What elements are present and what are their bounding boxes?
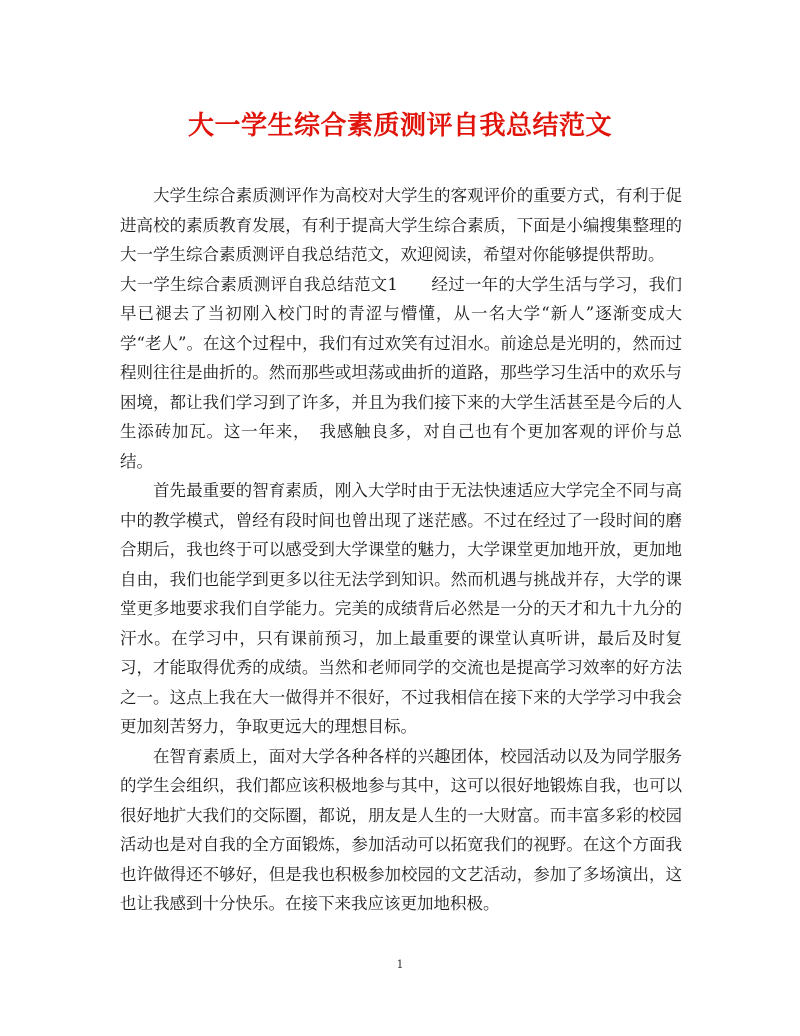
paragraph-sample-1: 大一学生综合素质测评自我总结范文1 经过一年的大学生活与学习，我们早已褪去了当初刚入校门时的青涩与懵懂，从一名大学“新人”逐渐变成大学“老人”。在这个过程中，我们有过欢笑有过泪水。前途总是光明的，然而过程则往往是曲折的。然而那些或坦荡或曲折的道路，那些学习生活中的欢乐与困境，都让我们学习到了许多，并且为我们接下来的大学生活甚至是今后的人生添砖加瓦。这一年来， 我感触良多，对自己也有个更加客观的评价与总结。: [120, 274, 682, 471]
paragraph-intellectual: 首先最重要的智育素质，刚入大学时由于无法快速适应大学完全不同与高中的教学模式，曾经有段时间也曾出现了迷茫感。不过在经过了一段时间的磨合期后，我也终于可以感受到大学课堂的魅力，大学课堂更加地开放，更加地自由，我们也能学到更多以往无法学到知识。然而机遇与挑战并存，大学的课堂更多地要求我们自学能力。完美的成绩背后必然是一分的天才和九十九分的汗水。在学习中，只有课前预习，加上最重要的课堂认真听讲，最后及时复习，才能取得优秀的成绩。当然和老师同学的交流也是提高学习效率的好方法之一。这点上我在大一做得并不很好，不过我相信在接下来的大学学习中我会更加刻苦努力，争取更远大的理想目标。: [120, 481, 682, 736]
page-number: 1: [396, 958, 404, 971]
paragraph-activities: 在智育素质上，面对大学各种各样的兴趣团体，校园活动以及为同学服务的学生会组织，我们都应该积极地参与其中，这可以很好地锻炼自我，也可以很好地扩大我们的交际圈，都说，朋友是人生的一大财富。而丰富多彩的校园活动也是对自我的全方面锻炼，参加活动可以拓宽我们的视野。在这个方面我也许做得还不够好，但是我也积极参加校园的文艺活动，参加了多场演出，这也让我感到十分快乐。在接下来我应该更加地积极。: [120, 746, 682, 913]
document-title: 大一学生综合素质测评自我总结范文: [187, 111, 612, 141]
paragraph-intro: 大学生综合素质测评作为高校对大学生的客观评价的重要方式，有利于促进高校的素质教育发展，有利于提高大学生综合素质，下面是小编搜集整理的大一学生综合素质测评自我总结范文，欢迎阅读，希望对你能够提供帮助。: [120, 186, 682, 264]
document-body: [120, 181, 682, 919]
